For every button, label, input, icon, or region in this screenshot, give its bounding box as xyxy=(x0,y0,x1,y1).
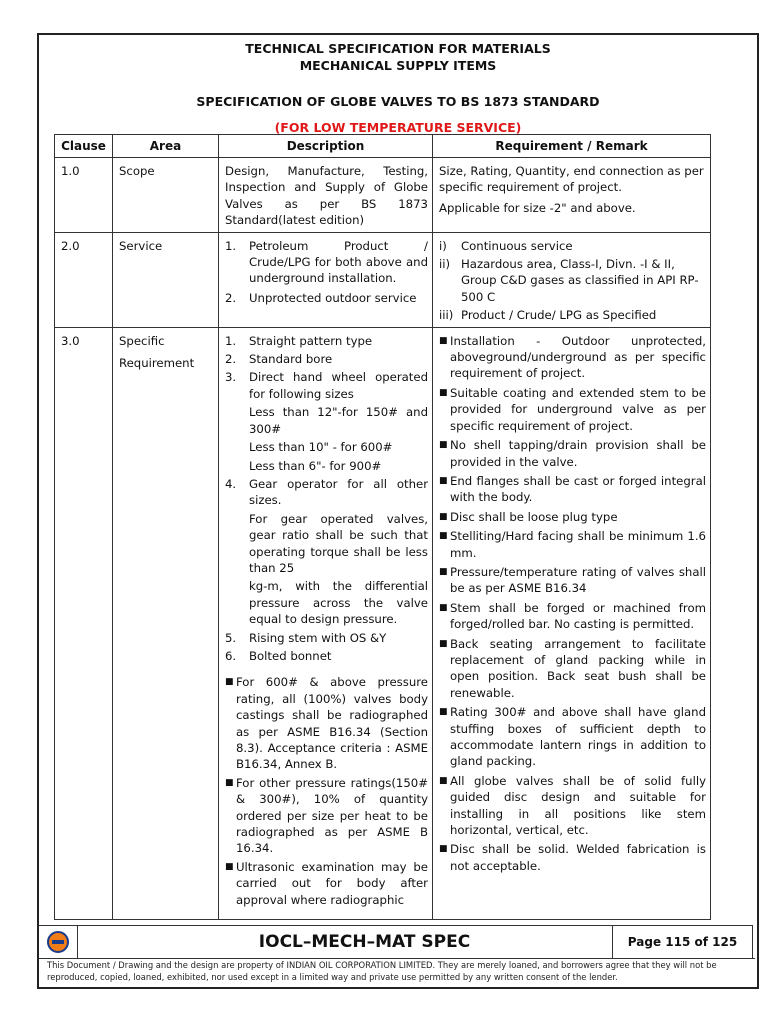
list-subtext: For gear operated valves, gear ratio shall be such that operating torque shall be less than 25 xyxy=(249,511,428,575)
page-footer xyxy=(37,925,759,989)
remark-cell xyxy=(433,232,711,327)
bullet-icon: ■ xyxy=(439,844,448,855)
list-item: 2. Unprotected outdoor service xyxy=(225,290,417,305)
area-cell: Service xyxy=(113,232,219,327)
col-header-area: Area xyxy=(113,135,219,158)
description-cell: Design, Manufacture, Testing, Inspection and Supply of Globe Valves as per BS 1873 Standard(latest edition) xyxy=(219,158,433,233)
indianoil-logo-icon xyxy=(47,931,69,953)
logo-box xyxy=(39,925,78,958)
bullet-icon: ■ xyxy=(439,531,448,542)
clause-cell: 1.0 xyxy=(55,158,113,233)
area-cell: Specific Requirement xyxy=(113,327,219,919)
clause-cell: 3.0 xyxy=(55,327,113,919)
bullet-icon: ■ xyxy=(439,440,448,451)
list-subtext: Less than 12"-for 150# and 300# xyxy=(249,405,428,436)
bullet-icon: ■ xyxy=(225,777,234,788)
bullet-icon: ■ xyxy=(225,861,234,872)
remark-cell xyxy=(433,327,711,919)
list-subtext: kg-m, with the differential pressure across the valve equal to design pressure. xyxy=(249,579,428,627)
list-item: 6. Bolted bonnet xyxy=(225,648,332,663)
bullet-item: ■ No shell tapping/drain provision shall be provided in the valve. xyxy=(439,438,706,469)
bullet-icon: ■ xyxy=(439,638,448,649)
bullet-icon: ■ xyxy=(439,566,448,577)
bullet-item: ■ Stem shall be forged or machined from forged/rolled bar. No casting is permitted. xyxy=(439,600,706,632)
col-header-clause: Clause xyxy=(55,135,113,158)
bullet-item: ■ Disc shall be solid. Welded fabrication is not acceptable. xyxy=(439,842,706,873)
list-subtext: Less than 10" - for 600# xyxy=(249,440,393,455)
bullet-icon: ■ xyxy=(439,602,448,613)
spec-table xyxy=(54,134,711,920)
doc-header-line1: TECHNICAL SPECIFICATION FOR MATERIALS xyxy=(245,41,551,56)
table-row xyxy=(55,327,711,919)
bullet-icon: ■ xyxy=(439,511,448,522)
spec-title: SPECIFICATION OF GLOBE VALVES TO BS 1873 STANDARD xyxy=(196,94,600,109)
list-item: ii) Hazardous area, Class-I, Divn. -I & II, Group C&D gases as classified in API RP-500 C xyxy=(439,257,699,304)
footer-title: IOCL–MECH–MAT SPEC xyxy=(78,925,651,958)
bullet-item: ■ Rating 300# and above shall have gland stuffing boxes of sufficient depth to accommodate lantern rings in addition to gland packing. xyxy=(439,705,706,769)
bullet-item: ■ Pressure/temperature rating of valves shall be as per ASME B16.34 xyxy=(439,564,706,596)
list-item: 1. Petroleum Product / Crude/LPG for both above and underground installation. xyxy=(225,238,428,286)
bullet-icon: ■ xyxy=(439,475,448,486)
bullet-icon: ■ xyxy=(439,707,448,718)
table-row xyxy=(55,158,711,233)
doc-header-line2: MECHANICAL SUPPLY ITEMS xyxy=(299,58,497,73)
bullet-item: ■ End flanges shall be cast or forged integral with the body. xyxy=(439,473,706,505)
list-item: 3. Direct hand wheel operated for following sizes xyxy=(225,370,428,401)
remark-cell xyxy=(433,158,711,233)
bullet-item: ■ For 600# & above pressure rating, all (100%) valves body castings shall be radiographed as per ASME B16.34 (Section 8.3). Acceptance criteria : ASME B16.34, Annex B. xyxy=(225,675,428,772)
copyright-notice: This Document / Drawing and the design are property of INDIAN OIL CORPORATION LIMITED. They are merely loaned, and borrowers agree that they will not be reproduced, copied, loaned, exhibited, nor used except in a limited way and private use permitted by any written consent of the lender. xyxy=(39,958,755,983)
col-header-remark: Requirement / Remark xyxy=(433,135,711,158)
bullet-item: ■ Suitable coating and extended stem to be provided for underground valve as per specific requirement of project. xyxy=(439,385,706,433)
bullet-item: ■ For other pressure ratings(150# & 300#), 10% of quantity ordered per size per heat to be radiographed as per ASME B 16.34. xyxy=(225,775,428,856)
table-row xyxy=(55,232,711,327)
list-item: 5. Rising stem with OS &Y xyxy=(225,630,387,645)
service-subtitle: (FOR LOW TEMPERATURE SERVICE) xyxy=(274,120,522,135)
table-header-row xyxy=(55,135,711,158)
bullet-icon: ■ xyxy=(225,677,234,688)
clause-cell: 2.0 xyxy=(55,232,113,327)
list-item: i) Continuous service xyxy=(439,238,573,253)
bullet-item: ■ Disc shall be loose plug type xyxy=(439,509,618,524)
remark-text: Applicable for size -2" and above. xyxy=(439,200,636,215)
bullet-item: ■ Back seating arrangement to facilitate replacement of gland packing while in open position. Back seat bush shall be renewable. xyxy=(439,636,706,700)
bullet-item: ■ Stelliting/Hard facing shall be minimum 1.6 mm. xyxy=(439,529,706,560)
list-item: 4. Gear operator for all other sizes. xyxy=(225,476,428,508)
list-item: iii) Product / Crude/ LPG as Specified xyxy=(439,308,657,323)
bullet-icon: ■ xyxy=(439,387,448,398)
description-cell xyxy=(219,232,433,327)
remark-text: Size, Rating, Quantity, end connection as per specific requirement of project. xyxy=(439,164,704,195)
list-item: 1. Straight pattern type xyxy=(225,333,373,348)
bullet-item: ■ Installation - Outdoor unprotected, aboveground/underground as per specific requirement of project. xyxy=(439,333,706,381)
description-cell xyxy=(219,327,433,919)
list-subtext: Less than 6"- for 900# xyxy=(249,458,382,473)
bullet-icon: ■ xyxy=(439,775,448,786)
bullet-icon: ■ xyxy=(439,335,448,346)
area-cell: Scope xyxy=(113,158,219,233)
bullet-item: ■ All globe valves shall be of solid fully guided disc design and suitable for installing in all positions like stem horizontal, vertical, etc. xyxy=(439,773,706,838)
page-number: Page 115 of 125 xyxy=(612,925,753,958)
bullet-item: ■ Ultrasonic examination may be carried out for body after approval where radiographic xyxy=(225,859,428,907)
col-header-description: Description xyxy=(219,135,433,158)
list-item: 2. Standard bore xyxy=(225,352,333,367)
